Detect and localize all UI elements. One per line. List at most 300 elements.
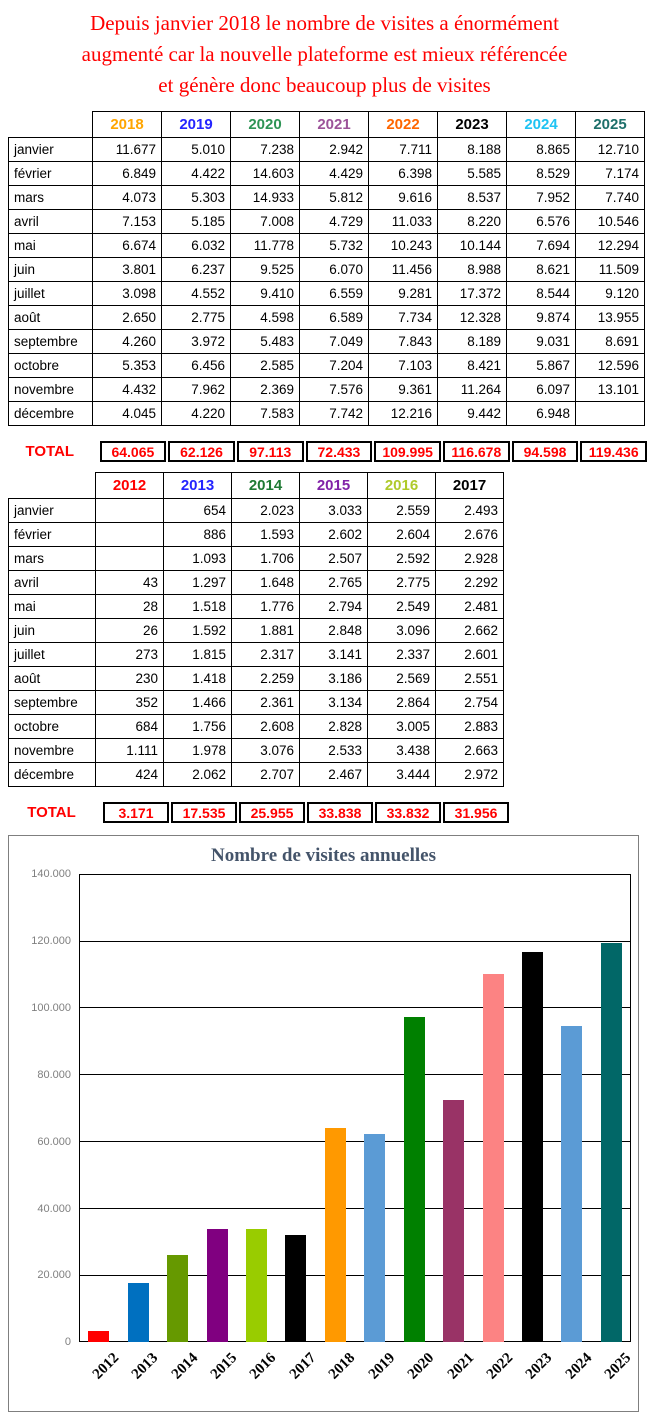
visits-cell: 9.031	[507, 330, 576, 354]
visits-cell: 11.778	[231, 234, 300, 258]
visits-cell: 2.559	[368, 499, 436, 523]
visits-cell: 2.828	[300, 715, 368, 739]
total-value-box: 25.955	[239, 802, 305, 823]
table-row	[9, 210, 645, 234]
table-row	[9, 523, 504, 547]
visits-cell: 2.662	[436, 619, 504, 643]
visits-cell: 6.948	[507, 402, 576, 426]
table-row	[9, 691, 504, 715]
total-value-box: 97.113	[237, 441, 304, 462]
bar-2021	[443, 1100, 464, 1342]
table-row	[9, 306, 645, 330]
gridline	[79, 1074, 631, 1075]
visits-cell	[96, 547, 164, 571]
visits-cell: 2.467	[300, 763, 368, 787]
visits-cell: 4.729	[300, 210, 369, 234]
visits-cell: 12.328	[438, 306, 507, 330]
visits-cell: 424	[96, 763, 164, 787]
visits-cell: 2.507	[300, 547, 368, 571]
visits-cell: 6.070	[300, 258, 369, 282]
month-label: avril	[9, 571, 96, 595]
visits-cell: 1.592	[164, 619, 232, 643]
visits-cell: 6.032	[162, 234, 231, 258]
table-row	[9, 138, 645, 162]
total-row-2018-2025	[8, 441, 649, 462]
visits-cell: 7.174	[576, 162, 645, 186]
visits-cell: 4.432	[93, 378, 162, 402]
visits-cell: 886	[164, 523, 232, 547]
visits-cell	[576, 402, 645, 426]
visits-cell: 6.398	[369, 162, 438, 186]
visits-cell: 6.849	[93, 162, 162, 186]
month-label: février	[9, 162, 93, 186]
gridline	[79, 1007, 631, 1008]
visits-cell: 11.509	[576, 258, 645, 282]
visits-cell: 3.033	[300, 499, 368, 523]
visits-cell: 28	[96, 595, 164, 619]
month-label: octobre	[9, 354, 93, 378]
visits-cell: 2.551	[436, 667, 504, 691]
visits-cell: 10.144	[438, 234, 507, 258]
visits-cell: 4.552	[162, 282, 231, 306]
bar-2022	[483, 974, 504, 1342]
visits-cell: 4.429	[300, 162, 369, 186]
visits-cell: 1.706	[232, 547, 300, 571]
visits-cell: 7.694	[507, 234, 576, 258]
total-value-box: 33.838	[307, 802, 373, 823]
year-header-2022: 2022	[369, 112, 438, 138]
visits-cell: 17.372	[438, 282, 507, 306]
visits-cell: 9.361	[369, 378, 438, 402]
visits-cell: 2.259	[232, 667, 300, 691]
visits-cell: 2.569	[368, 667, 436, 691]
year-header-2021: 2021	[300, 112, 369, 138]
table-row	[9, 162, 645, 186]
x-axis-tick-label-2022: 2022	[483, 1350, 517, 1383]
visits-cell: 7.711	[369, 138, 438, 162]
month-label: septembre	[9, 691, 96, 715]
visits-cell: 10.546	[576, 210, 645, 234]
year-header-2019: 2019	[162, 112, 231, 138]
x-axis-tick-label-2012: 2012	[89, 1350, 123, 1383]
year-header-2013: 2013	[164, 473, 232, 499]
table-row	[9, 643, 504, 667]
visits-cell: 3.972	[162, 330, 231, 354]
y-axis-tick-label: 60.000	[37, 1135, 71, 1148]
visits-cell: 8.421	[438, 354, 507, 378]
visits-cell: 9.874	[507, 306, 576, 330]
gridline	[79, 1208, 631, 1209]
month-label: juin	[9, 619, 96, 643]
month-label: mars	[9, 186, 93, 210]
visits-cell: 4.422	[162, 162, 231, 186]
report-title-line-2: augmenté car la nouvelle plateforme est mieux référencée	[81, 42, 568, 67]
y-axis-tick-label: 80.000	[37, 1068, 71, 1081]
bar-2018	[325, 1128, 346, 1342]
year-header-2024: 2024	[507, 112, 576, 138]
x-axis-tick-label-2025: 2025	[602, 1350, 635, 1383]
visits-cell: 12.710	[576, 138, 645, 162]
table-corner-cell	[9, 112, 93, 138]
visits-cell: 1.815	[164, 643, 232, 667]
visits-cell: 1.518	[164, 595, 232, 619]
visits-cell: 14.603	[231, 162, 300, 186]
visits-cell: 2.481	[436, 595, 504, 619]
bar-2012	[88, 1331, 109, 1342]
visits-cell: 2.361	[232, 691, 300, 715]
year-header-2018: 2018	[93, 112, 162, 138]
y-axis-tick-label: 20.000	[37, 1269, 71, 1282]
table-row	[9, 234, 645, 258]
gridline	[79, 1141, 631, 1142]
visits-cell: 6.589	[300, 306, 369, 330]
table-corner-cell	[9, 473, 96, 499]
visits-cell: 12.596	[576, 354, 645, 378]
visits-cell: 6.674	[93, 234, 162, 258]
total-value-box: 62.126	[168, 441, 235, 462]
visits-cell: 2.604	[368, 523, 436, 547]
visits-cell: 2.676	[436, 523, 504, 547]
visits-cell: 2.493	[436, 499, 504, 523]
month-label: mai	[9, 595, 96, 619]
x-axis-tick-label-2013: 2013	[128, 1350, 162, 1383]
visits-cell: 2.650	[93, 306, 162, 330]
visits-cell: 684	[96, 715, 164, 739]
table-row	[9, 499, 504, 523]
year-header-2014: 2014	[232, 473, 300, 499]
visits-cell: 8.691	[576, 330, 645, 354]
month-label: janvier	[9, 499, 96, 523]
total-value-box: 72.433	[306, 441, 373, 462]
table-row	[9, 667, 504, 691]
visits-cell: 43	[96, 571, 164, 595]
visits-cell: 6.097	[507, 378, 576, 402]
table-row	[9, 739, 504, 763]
total-value-box: 3.171	[103, 802, 169, 823]
month-label: avril	[9, 210, 93, 234]
x-axis-tick-label-2019: 2019	[365, 1350, 399, 1383]
x-axis-tick-label-2021: 2021	[444, 1350, 477, 1383]
visits-cell: 2.369	[231, 378, 300, 402]
visits-cell: 3.098	[93, 282, 162, 306]
visits-cell: 1.881	[232, 619, 300, 643]
year-header-2012: 2012	[96, 473, 164, 499]
visits-cell: 3.438	[368, 739, 436, 763]
y-axis-tick-label: 100.000	[31, 1001, 71, 1014]
visits-cell: 2.608	[232, 715, 300, 739]
table-row	[9, 354, 645, 378]
x-axis-tick-label-2023: 2023	[523, 1350, 556, 1383]
total-value-box: 119.436	[580, 441, 647, 462]
month-label: décembre	[9, 402, 93, 426]
visits-cell: 7.734	[369, 306, 438, 330]
visits-cell: 5.303	[162, 186, 231, 210]
visits-cell: 5.585	[438, 162, 507, 186]
visits-cell: 8.529	[507, 162, 576, 186]
visits-cell: 3.186	[300, 667, 368, 691]
bar-2013	[128, 1283, 149, 1342]
table-row	[9, 619, 504, 643]
visits-cell: 2.864	[368, 691, 436, 715]
year-header-2016: 2016	[368, 473, 436, 499]
visits-cell: 5.185	[162, 210, 231, 234]
visits-cell: 9.616	[369, 186, 438, 210]
visits-cell: 1.418	[164, 667, 232, 691]
total-value-box: 116.678	[443, 441, 510, 462]
visits-cell: 6.237	[162, 258, 231, 282]
year-header-2023: 2023	[438, 112, 507, 138]
visits-cell: 1.111	[96, 739, 164, 763]
visits-cell: 7.583	[231, 402, 300, 426]
x-axis-tick-label-2024: 2024	[562, 1350, 596, 1383]
visits-cell: 6.456	[162, 354, 231, 378]
visits-cell: 1.776	[232, 595, 300, 619]
visits-cell: 3.134	[300, 691, 368, 715]
visits-cell: 9.120	[576, 282, 645, 306]
visits-cell: 1.297	[164, 571, 232, 595]
visits-cell: 8.188	[438, 138, 507, 162]
visits-cell: 2.883	[436, 715, 504, 739]
y-axis-tick-label: 140.000	[31, 868, 71, 881]
visits-cell: 1.593	[232, 523, 300, 547]
y-axis-tick-label: 0	[64, 1336, 71, 1349]
visits-cell: 2.663	[436, 739, 504, 763]
report-title-line-3: et génère donc beaucoup plus de visites	[158, 73, 491, 98]
visits-cell: 5.867	[507, 354, 576, 378]
month-label: juillet	[9, 282, 93, 306]
y-axis-tick-label: 40.000	[37, 1202, 71, 1215]
visits-cell: 2.972	[436, 763, 504, 787]
gridline	[79, 941, 631, 942]
report-title-line-1: Depuis janvier 2018 le nombre de visites a énormément	[90, 11, 559, 35]
visits-cell: 2.848	[300, 619, 368, 643]
visits-cell: 6.559	[300, 282, 369, 306]
table-row	[9, 378, 645, 402]
month-label: janvier	[9, 138, 93, 162]
bar-2023	[522, 952, 543, 1342]
visits-cell: 2.023	[232, 499, 300, 523]
month-label: février	[9, 523, 96, 547]
month-label: novembre	[9, 739, 96, 763]
total-label: TOTAL	[27, 804, 76, 822]
visits-cell: 2.942	[300, 138, 369, 162]
visits-cell: 2.794	[300, 595, 368, 619]
table-row	[9, 595, 504, 619]
visits-cell: 7.008	[231, 210, 300, 234]
month-label: mars	[9, 547, 96, 571]
visits-cell: 352	[96, 691, 164, 715]
visits-cell: 13.955	[576, 306, 645, 330]
visits-cell: 1.093	[164, 547, 232, 571]
visits-cell: 2.754	[436, 691, 504, 715]
visits-cell: 654	[164, 499, 232, 523]
year-header-2025: 2025	[576, 112, 645, 138]
bar-2015	[207, 1229, 228, 1342]
month-label: novembre	[9, 378, 93, 402]
visits-cell: 7.153	[93, 210, 162, 234]
visits-cell: 1.466	[164, 691, 232, 715]
monthly-visits-table-2012-2017	[8, 472, 504, 787]
visits-cell: 8.220	[438, 210, 507, 234]
visits-cell: 7.952	[507, 186, 576, 210]
visits-cell: 8.189	[438, 330, 507, 354]
gridline	[79, 1275, 631, 1276]
visits-cell: 5.010	[162, 138, 231, 162]
visits-cell: 2.592	[368, 547, 436, 571]
month-label: juillet	[9, 643, 96, 667]
total-row-2012-2017	[8, 802, 649, 823]
visits-cell: 7.742	[300, 402, 369, 426]
total-value-box: 33.832	[375, 802, 441, 823]
visits-cell: 7.238	[231, 138, 300, 162]
year-header-2017: 2017	[436, 473, 504, 499]
visits-cell: 5.483	[231, 330, 300, 354]
visits-cell: 2.337	[368, 643, 436, 667]
table-row	[9, 571, 504, 595]
table-row	[9, 330, 645, 354]
visits-cell: 7.103	[369, 354, 438, 378]
month-label: août	[9, 306, 93, 330]
bar-2019	[364, 1134, 385, 1342]
total-value-box: 94.598	[512, 441, 579, 462]
visits-cell: 11.456	[369, 258, 438, 282]
visits-cell: 6.576	[507, 210, 576, 234]
visits-cell: 2.585	[231, 354, 300, 378]
visits-cell: 11.677	[93, 138, 162, 162]
visits-cell: 26	[96, 619, 164, 643]
visits-cell: 4.073	[93, 186, 162, 210]
visits-cell: 9.525	[231, 258, 300, 282]
visits-cell	[96, 499, 164, 523]
table-row	[9, 763, 504, 787]
visits-cell: 2.765	[300, 571, 368, 595]
x-axis-tick-label-2014: 2014	[168, 1350, 201, 1383]
visits-cell: 5.353	[93, 354, 162, 378]
visits-cell: 1.978	[164, 739, 232, 763]
visits-cell: 8.865	[507, 138, 576, 162]
visits-cell	[96, 523, 164, 547]
month-label: mai	[9, 234, 93, 258]
visits-cell: 2.317	[232, 643, 300, 667]
y-axis-tick-label: 120.000	[31, 935, 71, 948]
bar-2017	[285, 1235, 306, 1342]
total-value-box: 17.535	[171, 802, 237, 823]
visits-cell: 4.598	[231, 306, 300, 330]
visits-cell: 8.544	[507, 282, 576, 306]
visits-cell: 273	[96, 643, 164, 667]
visits-cell: 12.294	[576, 234, 645, 258]
bar-2020	[404, 1017, 425, 1342]
visits-cell: 7.576	[300, 378, 369, 402]
month-label: décembre	[9, 763, 96, 787]
visits-cell: 2.062	[164, 763, 232, 787]
visits-cell: 3.444	[368, 763, 436, 787]
table-row	[9, 258, 645, 282]
x-axis-tick-label-2017: 2017	[286, 1350, 320, 1383]
visits-cell: 8.621	[507, 258, 576, 282]
visits-cell: 7.049	[300, 330, 369, 354]
visits-cell: 4.260	[93, 330, 162, 354]
table-row	[9, 547, 504, 571]
visits-cell: 8.537	[438, 186, 507, 210]
bar-2025	[601, 943, 622, 1342]
x-axis-tick-label-2020: 2020	[404, 1350, 438, 1383]
visits-cell: 7.204	[300, 354, 369, 378]
visits-cell: 230	[96, 667, 164, 691]
visits-cell: 2.549	[368, 595, 436, 619]
annual-visits-bar-chart	[8, 835, 639, 1412]
visits-cell: 7.740	[576, 186, 645, 210]
x-axis-tick-label-2015: 2015	[207, 1350, 241, 1383]
total-value-box: 64.065	[100, 441, 167, 462]
visits-cell: 2.928	[436, 547, 504, 571]
total-value-box: 109.995	[374, 441, 441, 462]
visits-cell: 5.812	[300, 186, 369, 210]
visits-cell: 2.775	[368, 571, 436, 595]
month-label: juin	[9, 258, 93, 282]
month-label: octobre	[9, 715, 96, 739]
visits-cell: 9.410	[231, 282, 300, 306]
report-title	[0, 0, 649, 101]
visits-cell: 3.076	[232, 739, 300, 763]
visits-cell: 1.648	[232, 571, 300, 595]
table-row	[9, 282, 645, 306]
visits-cell: 11.033	[369, 210, 438, 234]
visits-cell: 2.775	[162, 306, 231, 330]
visits-cell: 4.220	[162, 402, 231, 426]
visits-cell: 1.756	[164, 715, 232, 739]
visits-cell: 13.101	[576, 378, 645, 402]
visits-cell: 2.707	[232, 763, 300, 787]
x-axis-tick-label-2016: 2016	[247, 1350, 280, 1383]
bar-2016	[246, 1229, 267, 1342]
visits-cell: 10.243	[369, 234, 438, 258]
bar-2014	[167, 1255, 188, 1342]
visits-cell: 9.281	[369, 282, 438, 306]
month-label: août	[9, 667, 96, 691]
table-row	[9, 715, 504, 739]
table-row	[9, 186, 645, 210]
table-row	[9, 402, 645, 426]
visits-cell: 4.045	[93, 402, 162, 426]
plot-area	[79, 874, 631, 1342]
x-axis-tick-label-2018: 2018	[326, 1350, 359, 1383]
visits-cell: 3.096	[368, 619, 436, 643]
visits-cell: 3.801	[93, 258, 162, 282]
year-header-2020: 2020	[231, 112, 300, 138]
visits-cell: 3.005	[368, 715, 436, 739]
total-value-box: 31.956	[443, 802, 509, 823]
month-label: septembre	[9, 330, 93, 354]
visits-cell: 7.843	[369, 330, 438, 354]
visits-cell: 9.442	[438, 402, 507, 426]
visits-cell: 3.141	[300, 643, 368, 667]
visits-cell: 2.602	[300, 523, 368, 547]
visits-cell: 7.962	[162, 378, 231, 402]
visits-cell: 2.533	[300, 739, 368, 763]
year-header-2015: 2015	[300, 473, 368, 499]
visits-cell: 2.601	[436, 643, 504, 667]
visits-cell: 11.264	[438, 378, 507, 402]
bar-2024	[561, 1026, 582, 1342]
total-label: TOTAL	[25, 443, 75, 461]
chart-title: Nombre de visites annuelles	[210, 845, 436, 867]
monthly-visits-table-2018-2025	[8, 111, 645, 426]
visits-cell: 5.732	[300, 234, 369, 258]
visits-cell: 12.216	[369, 402, 438, 426]
visits-cell: 8.988	[438, 258, 507, 282]
visits-cell: 2.292	[436, 571, 504, 595]
